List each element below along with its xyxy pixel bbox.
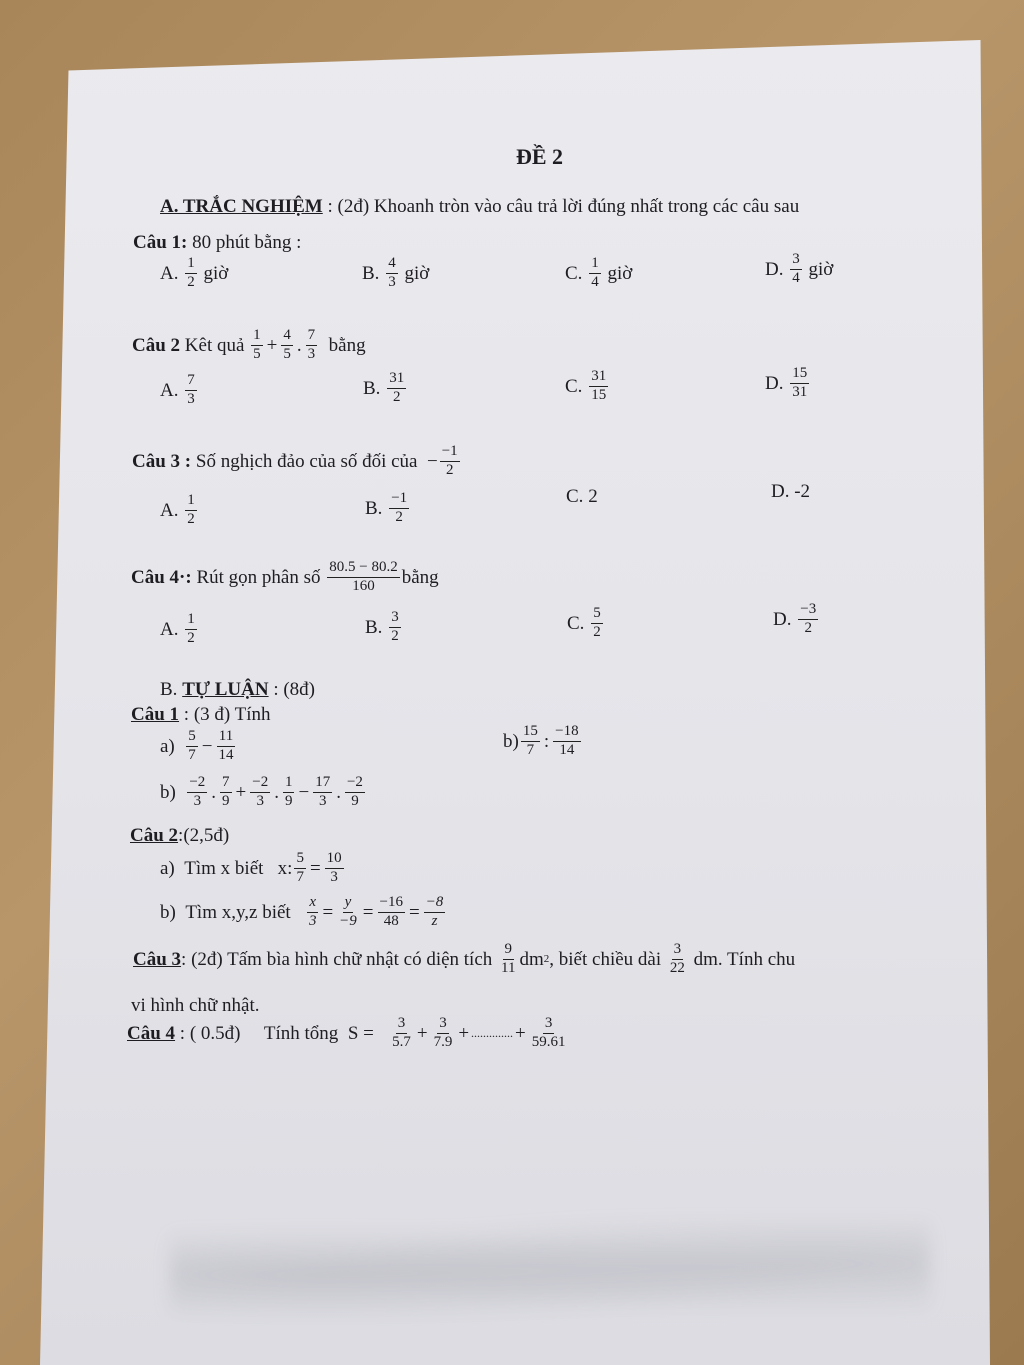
fraction: $\frac{11}{14}$ [218,728,234,763]
item-prefix: b) [160,901,176,923]
fraction: $\frac{1}{5}$ [253,327,261,362]
question-2-label: Câu 2 [132,334,181,356]
fraction: $\frac{-1}{2}$ [441,443,458,478]
fraction: $\frac{1}{2}$ [187,492,195,527]
item-prefix: a) [160,735,175,757]
question-3-label: Câu 3 : [132,450,192,472]
q1-option-b[interactable] [362,256,429,291]
fraction: $\frac{5}{7}$ [296,850,304,885]
question-4-text: Rút gọn phân số [196,566,321,588]
fraction: $\frac{1}{2}$ [187,611,195,646]
option-letter: C. [565,262,583,284]
question-4 [131,560,439,595]
option-unit: giờ [404,262,430,284]
q3-option-d[interactable] [771,482,810,501]
option-letter: A. [160,379,179,401]
essay-3-label: Câu 3 [133,948,182,970]
option-unit: giờ [607,262,633,284]
option-letter: D. [765,372,784,394]
question-1 [133,233,301,252]
section-a-label: A. TRẮC NGHIỆM [160,196,323,217]
fraction: $\frac{1}{9}$ [284,774,293,809]
essay-2-label: Câu 2 [130,825,179,846]
fraction: $\frac{3}{59.61}$ [531,1015,566,1050]
fraction: $\frac{y}{-9}$ [339,894,357,929]
item-prefix: b) [503,730,519,752]
section-b-label: TỰ LUẬN [182,679,269,700]
minus-sign: − [427,450,438,472]
question-1-label: Câu 1: [133,232,188,253]
fraction: $\frac{3}{4}$ [792,251,800,286]
fraction: $\frac{15}{7}$ [522,723,538,758]
page-title: ĐỀ 2 [516,144,564,169]
option-letter: D. [773,608,792,630]
sum-symbol: S = [347,1022,374,1044]
option-letter: B. [365,616,383,638]
fraction: $\frac{-16}{48}$ [379,894,403,929]
essay-3-text-3: dm. Tính chu [693,948,796,970]
q2-option-b[interactable] [363,371,408,406]
option-unit: giờ [808,258,834,280]
fraction: $\frac{4}{5}$ [283,327,291,362]
essay-4-text: : ( 0.5đ) Tính tổng [175,1022,339,1044]
fraction: $\frac{31}{15}$ [591,368,607,403]
fraction: $\frac{7}{9}$ [222,774,230,809]
q3-option-b[interactable] [365,491,411,526]
fraction: $\frac{10}{3}$ [326,850,342,885]
section-b-points: : (8đ) [268,679,316,700]
essay-3-text: : (2đ) Tấm bìa hình chữ nhật có diện tích [181,948,493,970]
option-value: -2 [794,481,811,502]
fraction: $\frac{1}{2}$ [187,255,195,290]
question-2-text: Kêt quả [184,334,245,356]
fraction: $\frac{x}{3}$ [308,894,317,929]
q1-option-a[interactable] [160,256,228,291]
fraction: $\frac{1}{4}$ [591,255,599,290]
fraction: $\frac{3}{7.9}$ [433,1015,453,1050]
essay-2a: a) Tìm x biết x: $\frac{5}{7}$ = $\frac{10}{3}$ [160,850,342,885]
area-unit: dm [519,948,544,970]
q4-option-a[interactable] [160,612,199,647]
fraction: $\frac{-8}{z}$ [425,894,444,929]
essay-3-text-2: , biết chiều dài [549,948,662,970]
fraction: $\frac{9}{11}$ [501,941,516,976]
essay-question-3 [133,942,795,977]
fraction: $\frac{3}{22}$ [669,941,685,976]
fraction: $\frac{-2}{3}$ [189,774,206,809]
fraction: $\frac{80.5 - 80.2}{160}$ [329,559,398,594]
section-a-header [160,197,799,216]
essay-2b: b) Tìm x,y,z biết $\frac{x}{3}$ = $\frac{y}{-9}$ = $\frac{-16}{48}$ = $\frac{-8}{z}$ [160,894,444,929]
option-letter: B. [363,377,381,399]
option-letter: A. [160,499,179,521]
q3-option-c[interactable] [566,487,598,506]
q3-option-a[interactable] [160,493,199,528]
option-unit: giờ [203,262,229,284]
fraction: $\frac{7}{3}$ [187,372,195,407]
essay-3-line-2: vi hình chữ nhật. [131,995,260,1016]
essay-1b: b) $\frac{-2}{3}$ . $\frac{7}{9}$ + $\frac{-2}{3}$ . $\frac{1}{9}$ − $\frac{17}{3}$ . $\frac{-2}{9}$ [160,774,363,809]
section-b-header [160,680,315,699]
question-2-tail: bằng [328,334,366,356]
fraction: $\frac{17}{3}$ [315,774,331,809]
fraction: $\frac{4}{3}$ [388,255,396,290]
option-letter: C. [565,375,583,397]
fraction: $\frac{-2}{9}$ [346,774,363,809]
fraction: $\frac{31}{2}$ [389,370,405,405]
question-1-text: 80 phút bằng : [187,232,302,253]
essay-4-label: Câu 4 [127,1022,176,1044]
q4-option-b[interactable] [365,610,403,645]
essay-1-text: : (3 đ) Tính [179,704,271,725]
section-a-instructions: : (2đ) Khoanh tròn vào câu trả lời đúng nhất trong các câu sau [322,196,800,217]
fraction: $\frac{3}{2}$ [391,609,399,644]
ellipsis: .............. [471,1026,514,1041]
option-letter: A. [160,262,179,284]
fraction: $\frac{3}{5.7}$ [392,1015,411,1050]
fraction: $\frac{-3}{2}$ [800,601,817,636]
item-prefix: a) [160,857,175,879]
essay-question-1 [131,705,271,724]
option-letter: C. [566,486,584,507]
variable: x: [277,857,293,879]
essay-1b-right: b) $\frac{15}{7}$ : $\frac{-18}{14}$ [503,723,579,758]
essay-question-4: Câu 4 : ( 0.5đ) Tính tổng S = $\frac{3}{5.7}$ + $\frac{3}{7.9}$ + .............. + $\frac{3}{59.61}$ [127,1015,566,1050]
fraction: $\frac{15}{31}$ [792,365,808,400]
q2-option-a[interactable] [160,373,199,408]
option-letter: C. [567,612,585,634]
item-prefix: b) [160,781,176,803]
fraction: $\frac{-18}{14}$ [555,723,579,758]
fraction: $\frac{-1}{2}$ [391,490,408,525]
question-4-label: Câu 4·: [131,566,192,588]
exponent: 2 [543,952,550,965]
essay-1-label: Câu 1 [131,704,180,725]
option-value: 2 [588,486,598,507]
option-letter: D. [771,481,790,502]
question-4-tail: bằng [401,566,439,588]
essay-1a: a) $\frac{5}{7}$ − $\frac{11}{14}$ [160,728,234,763]
fraction: $\frac{7}{3}$ [307,327,316,362]
section-b-prefix: B. [160,679,183,700]
fraction: $\frac{5}{2}$ [593,605,601,640]
q2-option-d[interactable] [765,366,811,401]
option-letter: B. [365,497,383,519]
q1-option-d[interactable] [765,252,833,287]
essay-question-2 [130,826,229,845]
question-2: Câu 2 Kêt quả $\frac{1}{5}$ + $\frac{4}{5}$ . $\frac{7}{3}$ bằng [132,327,366,362]
question-3-text: Số nghịch đảo của số đối của [195,450,418,472]
option-letter: D. [765,258,784,280]
essay-2-points: :(2,5đ) [178,825,230,846]
option-letter: B. [362,262,380,284]
q4-option-d[interactable] [773,602,820,637]
q1-option-c[interactable] [565,256,632,291]
fraction: $\frac{-2}{3}$ [252,774,269,809]
q2-option-c[interactable] [565,369,610,404]
q4-option-c[interactable] [567,606,605,641]
item-text: Tìm x biết [184,857,264,879]
option-letter: A. [160,618,179,640]
question-3 [132,444,462,479]
fraction: $\frac{5}{7}$ [188,728,196,763]
item-text: Tìm x,y,z biết [185,901,291,923]
